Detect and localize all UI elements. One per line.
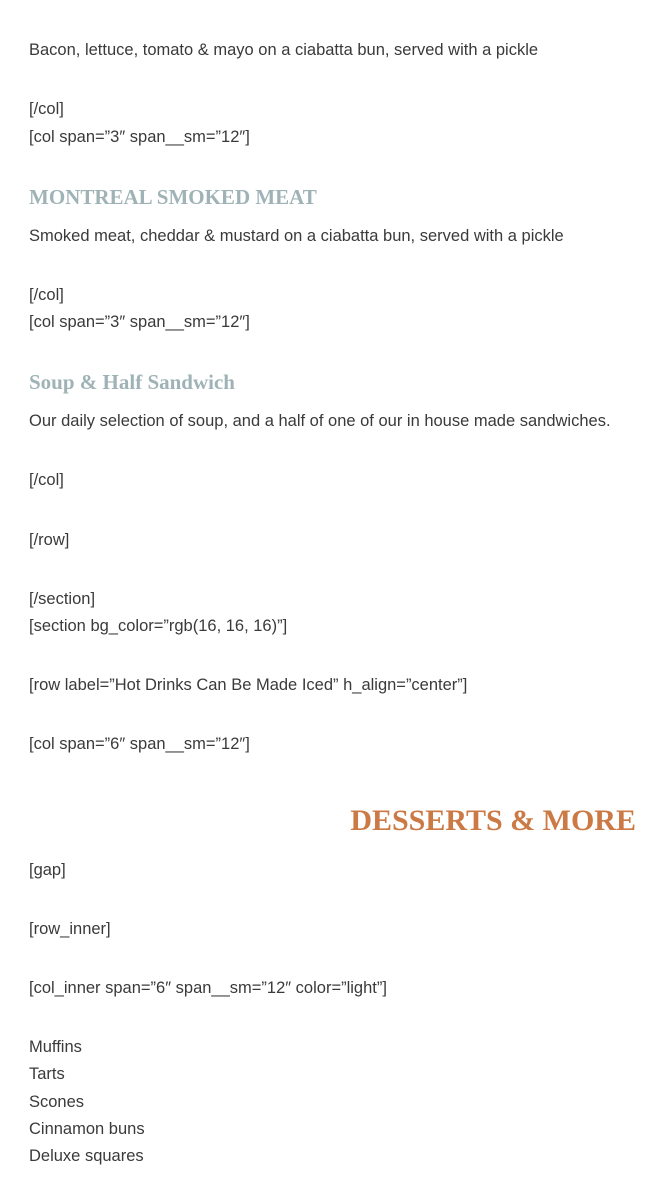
montreal-smoked-meat-title: MONTREAL SMOKED MEAT bbox=[29, 185, 317, 209]
montreal-smoked-meat-description: Smoked meat, cheddar & mustard on a ciabatta bun, served with a pickle bbox=[29, 227, 564, 245]
shortcode-col-open: [col span=”6″ span__sm=”12″] bbox=[29, 735, 250, 753]
blt-description: Bacon, lettuce, tomato & mayo on a ciabatta bun, served with a pickle bbox=[29, 41, 539, 59]
shortcode-row-inner: [row_inner] bbox=[29, 920, 111, 938]
soup-half-sandwich-title: Soup & Half Sandwich bbox=[29, 370, 235, 394]
shortcode-row-open: [row label=”Hot Drinks Can Be Made Iced” h_align=”center”] bbox=[29, 676, 468, 694]
shortcode-section-close: [/section] bbox=[29, 590, 96, 608]
shortcode-section-open: [section bg_color=”rgb(16, 16, 16)”] bbox=[29, 617, 288, 635]
dessert-item: Deluxe squares bbox=[29, 1147, 144, 1165]
shortcode-gap: [gap] bbox=[29, 861, 66, 879]
dessert-item: Tarts bbox=[29, 1065, 65, 1083]
desserts-heading: DESSERTS & MORE bbox=[350, 804, 636, 837]
shortcode-col-close: [/col] bbox=[29, 100, 64, 118]
soup-half-sandwich-description: Our daily selection of soup, and a half of one of our in house made sandwiches. bbox=[29, 412, 611, 430]
dessert-item: Scones bbox=[29, 1093, 85, 1111]
shortcode-col-close: [/col] bbox=[29, 286, 64, 304]
shortcode-col-open: [col span=”3″ span__sm=”12″] bbox=[29, 128, 250, 146]
shortcode-row-close: [/row] bbox=[29, 531, 70, 549]
dessert-item: Muffins bbox=[29, 1038, 82, 1056]
dessert-item: Cinnamon buns bbox=[29, 1120, 145, 1138]
shortcode-col-inner: [col_inner span=”6″ span__sm=”12″ color=”light”] bbox=[29, 979, 387, 997]
shortcode-col-open: [col span=”3″ span__sm=”12″] bbox=[29, 313, 250, 331]
shortcode-col-close: [/col] bbox=[29, 471, 64, 489]
